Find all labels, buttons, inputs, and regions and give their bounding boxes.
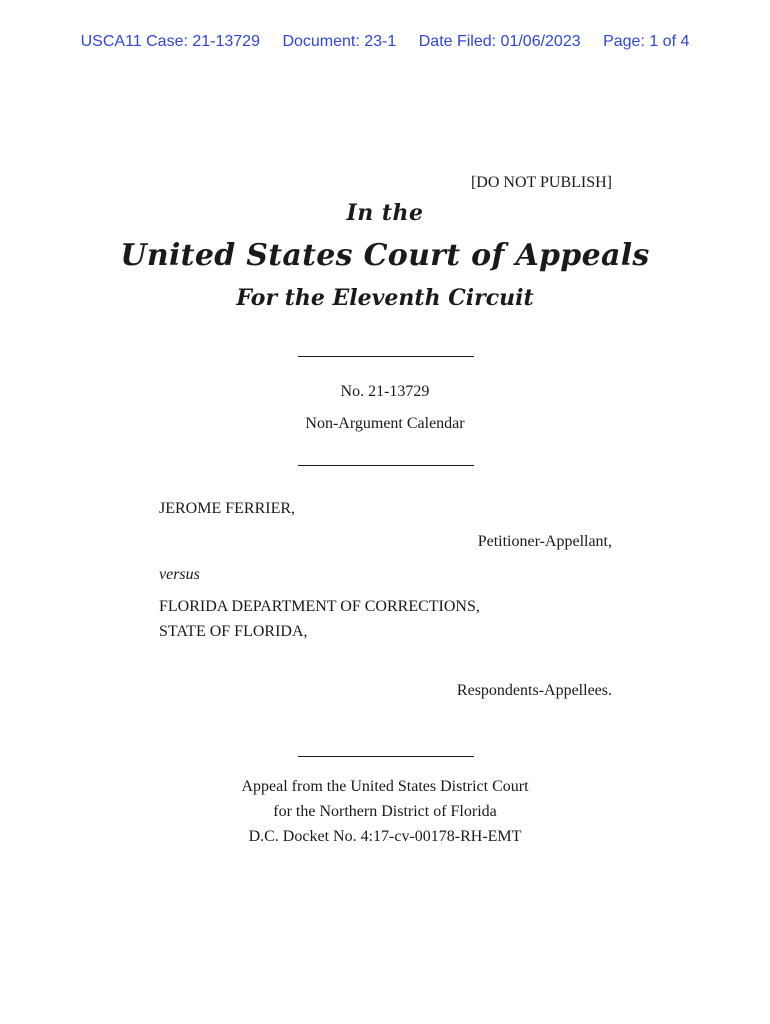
versus-label: versus bbox=[159, 566, 200, 583]
divider-rule bbox=[298, 356, 474, 357]
court-prefix: In the bbox=[346, 200, 424, 226]
filing-header bbox=[0, 33, 770, 51]
respondent-role: Respondents-Appellees. bbox=[456, 682, 612, 699]
appeal-origin: Appeal from the United States District Court bbox=[241, 778, 529, 795]
calendar-type: Non-Argument Calendar bbox=[305, 415, 465, 432]
publication-notice: [DO NOT PUBLISH] bbox=[470, 174, 612, 191]
document-stamp: Document: 23-1 bbox=[282, 33, 397, 50]
respondent-name: FLORIDA DEPARTMENT OF CORRECTIONS, bbox=[159, 598, 480, 615]
divider-rule bbox=[298, 756, 474, 757]
respondent-name-cont: STATE OF FLORIDA, bbox=[159, 623, 308, 640]
appeal-district: for the Northern District of Florida bbox=[273, 803, 497, 820]
court-name: United States Court of Appeals bbox=[120, 238, 650, 273]
date-filed-stamp: Date Filed: 01/06/2023 bbox=[418, 33, 581, 50]
case-stamp: USCA11 Case: 21-13729 bbox=[80, 33, 260, 50]
petitioner-name: JEROME FERRIER, bbox=[159, 500, 296, 517]
court-circuit: For the Eleventh Circuit bbox=[236, 285, 534, 311]
divider-rule bbox=[298, 465, 474, 466]
case-number: No. 21-13729 bbox=[340, 383, 430, 400]
petitioner-role: Petitioner-Appellant, bbox=[477, 533, 612, 550]
page-stamp: Page: 1 of 4 bbox=[603, 33, 690, 50]
docket-number: D.C. Docket No. 4:17-cv-00178-RH-EMT bbox=[248, 828, 522, 845]
